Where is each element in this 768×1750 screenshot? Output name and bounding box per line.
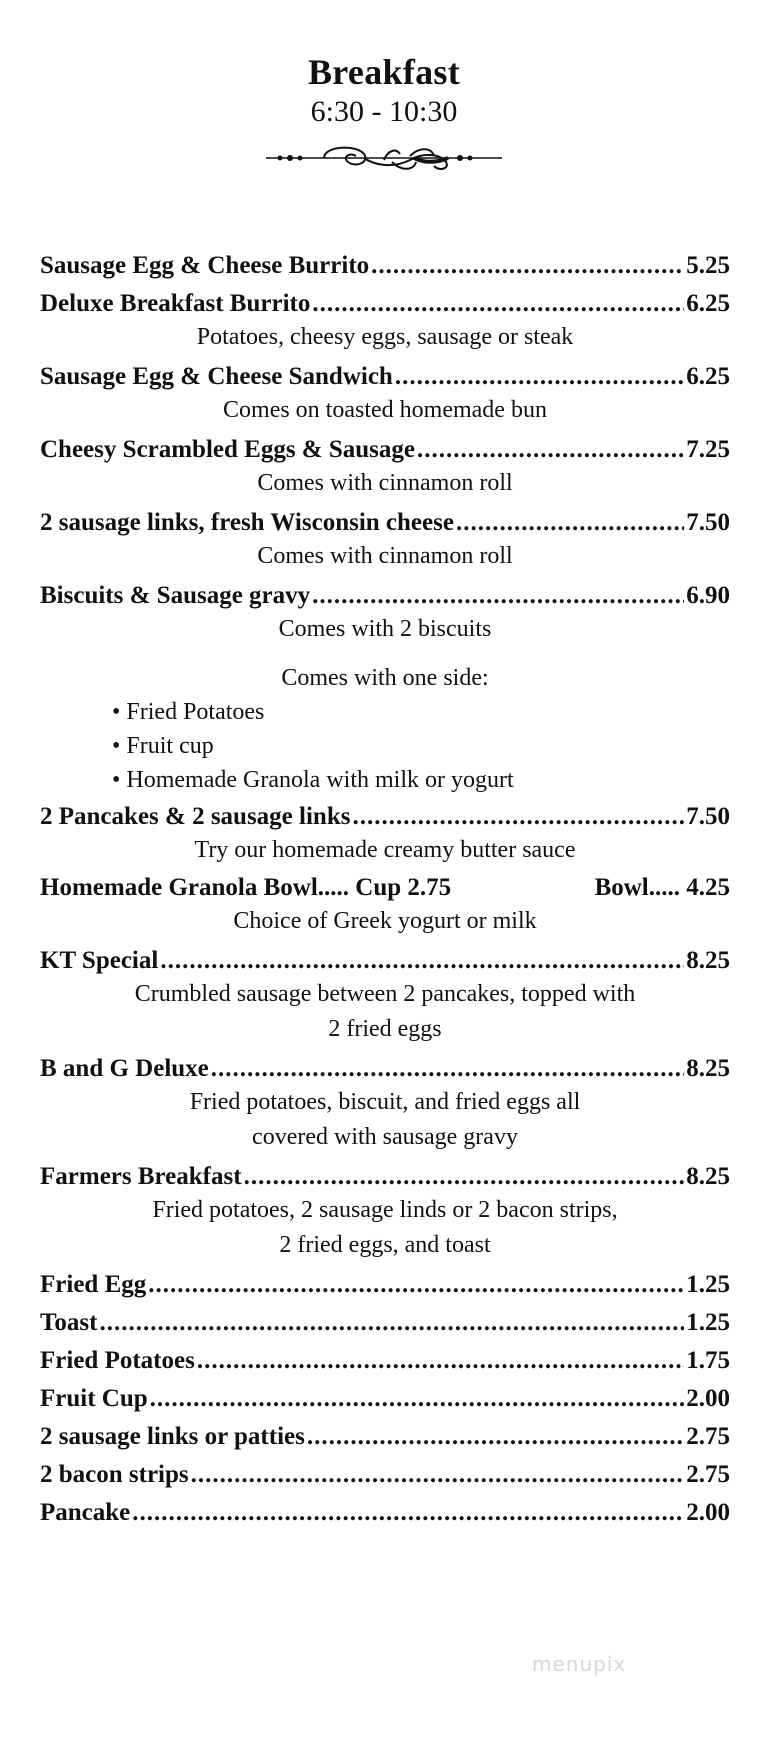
menu-item	[40, 507, 730, 539]
menu-item-description: Fried potatoes, 2 sausage linds or 2 bacon strips,	[152, 1197, 618, 1223]
menu-item-name: 2 sausage links or patties	[40, 1423, 305, 1450]
spacer	[40, 647, 730, 661]
menu-item	[40, 1307, 730, 1339]
menu-item	[40, 288, 730, 320]
menu-item	[40, 250, 730, 282]
menu-header	[0, 0, 768, 178]
menu-item-description: Comes with cinnamon roll	[257, 543, 513, 569]
menu-item-description: Fried potatoes, biscuit, and fried eggs all	[189, 1089, 581, 1115]
leader-dots	[197, 1345, 684, 1377]
menu-item-description: Crumbled sausage between 2 pancakes, topped with	[134, 981, 636, 1007]
menu-item-price: 6.90	[686, 582, 730, 609]
menu-item-price: 7.50	[686, 509, 730, 536]
menu-item-description: Comes with 2 biscuits	[278, 616, 492, 642]
menu-item	[40, 1053, 730, 1085]
menu-item-price: 2.00	[686, 1385, 730, 1412]
menu-item	[40, 1459, 730, 1491]
menu-item-description: 2 fried eggs, and toast	[279, 1232, 491, 1258]
leader-dots	[132, 1497, 684, 1529]
menu-item-price: 2.75	[686, 1461, 730, 1488]
menu-items-group-main	[40, 250, 730, 647]
menu-item	[40, 801, 730, 833]
menu-item	[40, 945, 730, 977]
menu-items-group-more	[40, 945, 730, 1529]
menu-item-price: 6.25	[686, 290, 730, 317]
leader-dots	[99, 1307, 684, 1339]
menu-item-name: Sausage Egg & Cheese Burrito	[40, 252, 370, 279]
menu-item-name: Toast	[40, 1309, 98, 1336]
side-option: • Fruit cup	[112, 729, 730, 763]
leader-dots	[160, 945, 684, 977]
menu-item-price: 6.25	[686, 363, 730, 390]
menu-item-name: Biscuits & Sausage gravy	[40, 582, 311, 609]
leader-dots	[150, 1383, 685, 1415]
menu-item-description: Choice of Greek yogurt or milk	[233, 908, 537, 934]
serving-hours: 6:30 - 10:30	[310, 95, 458, 128]
page-title: Breakfast	[307, 52, 461, 92]
leader-dots	[244, 1161, 685, 1193]
menu-item-description: covered with sausage gravy	[252, 1124, 518, 1150]
menu-item-name: Homemade Granola Bowl..... Cup 2.75	[40, 874, 452, 901]
menu-item-description: Try our homemade creamy butter sauce	[194, 837, 576, 863]
menu-item-granola	[40, 872, 730, 904]
leader-dots	[307, 1421, 684, 1453]
side-option: • Homemade Granola with milk or yogurt	[112, 763, 730, 797]
leader-dots	[191, 1459, 685, 1491]
menu-list	[40, 250, 730, 1529]
leader-dots	[371, 250, 684, 282]
menu-item-description: Comes on toasted homemade bun	[223, 397, 547, 423]
menu-item	[40, 434, 730, 466]
menu-item	[40, 1421, 730, 1453]
menu-item-name: Fried Potatoes	[40, 1347, 195, 1374]
menu-item-name: 2 sausage links, fresh Wisconsin cheese	[40, 509, 454, 536]
menu-item-name: Deluxe Breakfast Burrito	[40, 290, 311, 317]
menu-item-price: 8.25	[686, 1163, 730, 1190]
menu-item-price: 1.75	[686, 1347, 730, 1374]
sides-list	[40, 695, 730, 797]
menu-item	[40, 1345, 730, 1377]
menu-item-price: 1.25	[686, 1271, 730, 1298]
menu-item-price: 1.25	[686, 1309, 730, 1336]
menu-item	[40, 1383, 730, 1415]
menu-item-name: Fried Egg	[40, 1271, 147, 1298]
leader-dots	[148, 1269, 684, 1301]
watermark: menupix	[532, 1652, 627, 1676]
menu-item-name: KT Special	[40, 947, 159, 974]
menu-item-name: Farmers Breakfast	[40, 1163, 242, 1190]
side-option: • Fried Potatoes	[112, 695, 730, 729]
menu-item-name: B and G Deluxe	[40, 1055, 209, 1082]
leader-dots	[312, 288, 684, 320]
leader-dots	[352, 801, 684, 833]
menu-item-price-bowl: Bowl..... 4.25	[594, 874, 730, 901]
menu-item	[40, 1269, 730, 1301]
menu-item-price: 7.25	[686, 436, 730, 463]
menu-item	[40, 1497, 730, 1529]
menu-item-name: Cheesy Scrambled Eggs & Sausage	[40, 436, 416, 463]
menu-item-price: 5.25	[686, 252, 730, 279]
menu-item-price: 8.25	[686, 947, 730, 974]
menu-item	[40, 1161, 730, 1193]
leader-dots	[417, 434, 684, 466]
menu-item-price: 2.00	[686, 1499, 730, 1526]
menu-item-description: Comes with cinnamon roll	[257, 470, 513, 496]
flourish-ornament-icon	[264, 138, 504, 178]
menu-item	[40, 580, 730, 612]
menu-item-name: Pancake	[40, 1499, 131, 1526]
menu-item	[40, 361, 730, 393]
leader-dots	[312, 580, 684, 612]
menu-item-description: 2 fried eggs	[328, 1016, 442, 1042]
menu-item-name: Fruit Cup	[40, 1385, 148, 1412]
menu-item-name: Sausage Egg & Cheese Sandwich	[40, 363, 393, 390]
menu-item-price: 2.75	[686, 1423, 730, 1450]
menu-item-name: 2 bacon strips	[40, 1461, 189, 1488]
leader-dots	[395, 361, 684, 393]
leader-dots	[456, 507, 684, 539]
menu-item-description: Potatoes, cheesy eggs, sausage or steak	[196, 324, 574, 350]
menu-item-name: 2 Pancakes & 2 sausage links	[40, 803, 351, 830]
leader-dots	[211, 1053, 684, 1085]
menu-item-price: 7.50	[686, 803, 730, 830]
menu-item-price: 8.25	[686, 1055, 730, 1082]
sides-heading: Comes with one side:	[281, 665, 489, 691]
